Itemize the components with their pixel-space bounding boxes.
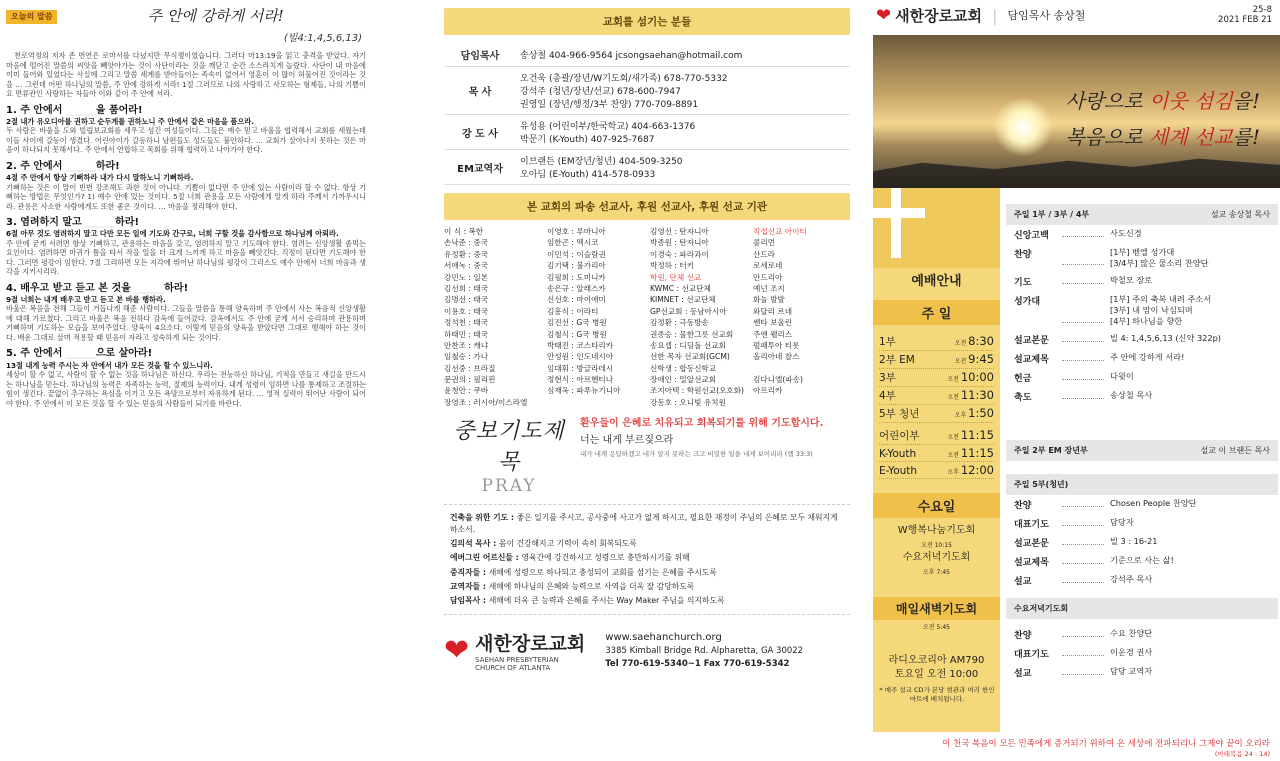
prayer-headline: 환우들이 은혜로 치유되고 회복되기를 위해 기도합시다. [580,418,824,430]
missionary-item: 김정환 : 극동방송 [650,318,709,328]
sermon-section-verse: 2절 내가 유오디아를 권하고 순두게를 권하노니 주 안에서 같은 마음을 품으라. [6,116,254,126]
prayer-verse: 너는 내게 부르짖으라 [580,435,674,447]
sermon-sections [6,104,366,408]
missionary-item: 조지아텍 : 학원선교(오호화) [650,386,745,396]
pastor-name: 담임목사 송상철 [1007,9,1086,22]
worship-panel [868,0,1280,761]
order-value: 송상철 목사 [1110,390,1153,401]
cd-note: * 매주 설교 CD가 본당 현관과 여러 한인 마트에 배치됩니다. [879,686,995,704]
service-time: 오전 10:00 [947,370,994,384]
sermon-section-verse: 4절 주 안에서 항상 기뻐하라 내가 다시 말하노니 기뻐하라. [6,173,194,183]
order-value: 강석주 목사 [1110,574,1153,584]
missionary-item: 박종원 : 탄자니아 [650,238,709,248]
missionary-item: 이경숙 : 파라과이 [650,249,709,259]
missionary-item: 윤청안 : 쿠바 [444,386,489,396]
missionary-item: 임철승 : 가나 [444,352,489,362]
missionary-item: 직접선교 아이티 [753,227,807,236]
wednesday-line: 오전 10:15 [921,541,952,549]
issue-date: 25-8 2021 FEB 21 [1218,4,1272,25]
staff-row [444,67,850,115]
church-logo: ❤ 새한장로교회 SAEHAN PRESBYTERIAN CHURCH OF ATLANTA [444,632,586,673]
sermon-title: 주 안에 강하게 서라! [147,7,284,26]
missionary-item: 박태진 : 코스타리카 [547,340,614,350]
order-value: 주 안에 강하게 서라! [1110,352,1185,363]
order-item [1006,625,1278,644]
hero-slogan-2: 복음으로 세계 선교를! [1065,125,1260,149]
prayer-item: 에버그린 어르신들 : 영육간에 강건하시고 성령으로 충만하시기를 위해 [450,553,690,563]
missionary-item [753,363,850,374]
sermon-intro: 천로역정의 저자 존 번연은 로마서를 다녔지만 무식쟁이였습니다. 그러다 마13:19을 읽고 충격을 받았다. 자기 마음에 떨어진 말씀의 씨앗을 빼앗아가는 것이 사단이라는 것을 깨닫고 순간 소스라치게 놀랐다. 사단이 내 마음에 이미 들어와 있었다는 사실에 그리고 말씀 세계를 받아들이는 족속이 없어서 영혼이 이 많이 허물어진 것이라는 것을 … 그런데 어떤 하나님의 말씀, 주 안에 강하게 서라! 1절 그러므로 나의 사랑하고 사모하는 형제들, 나의 기쁨이요 면류관인 사랑하는 자들아 이와 같이 주 안에 서라. [6,51,366,99]
missionary-item: 장애인 : 밀알선교회 [650,375,717,385]
missionary-item: 강동호 : 오니빛 유치원 [650,397,726,407]
missionary-column [753,226,850,408]
order-item [1006,291,1278,330]
service-name: 5부 청년 [879,408,920,420]
order-key: 찬양 [1014,250,1032,260]
order-value: [1부] 벧엘 성가대 [3/4부] 많은 물소리 찬양단 [1110,247,1209,269]
sermon-section-heading: 5. 주 안에서 ______으로 살아라! [6,348,153,360]
prayer-verse-small: 내가 네게 응답하겠고 네가 알지 못하는 크고 비밀한 일을 네게 보이리라 (렘 33:3) [580,450,813,459]
prayer-item: 중직자들 : 새해에 성령으로 하나되고 충성되이 교회를 섬기는 은혜를 주시도록 [450,567,717,577]
missionary-item: 신선호 : 마이애미 [547,295,606,305]
missionary-item: GP선교회 : 동남아시아 [650,306,727,316]
order-item [1006,387,1278,406]
order-key: 설교본문 [1014,539,1049,549]
sermon-panel [0,0,372,761]
order-key: 기도 [1014,278,1032,289]
service-list [879,333,994,479]
prayer-item: 건축을 위한 기도 : 좋은 일기를 주시고, 공사중에 사고가 없게 하시고, 필요한 재정이 주님의 은혜로 모두 채워지게 하소서. [450,513,838,535]
missionary-item: 송은규 : 알래스카 [547,283,606,293]
missionary-item: 아프리카 [753,386,783,396]
service-row [879,333,994,351]
missionary-item: 김필희 : 도미니카 [547,272,606,282]
missionary-item: KWMC : 선교단체 [650,283,711,293]
order-value: [1부] 주의 축복 내려 주소서 [3부] 내 맘이 낙심되며 [4부] 하나님을 향한 [1110,294,1212,327]
missionary-item: 예넌 조지 [753,283,785,293]
service-row [879,427,994,445]
order-key: 헌금 [1014,374,1032,385]
order-key: 찬양 [1014,631,1032,641]
order-key: 설교본문 [1014,336,1049,347]
service-time: 오전 9:45 [954,352,994,366]
missionary-item: 강민노 : 일본 [444,272,489,282]
missionary-item: 선한 목자 선교회(GCM) [650,352,730,362]
church-url[interactable]: www.saehanchurch.org [605,631,722,643]
missionary-item: 김철식 : G국 병원 [547,329,607,339]
order-item [1006,368,1278,387]
sermon-section-heading: 2. 주 안에서 ______하라! [6,160,120,172]
order-key: 성가대 [1014,297,1041,308]
sermon-section-body: 기뻐하는 것은 이 말이 빈번 강조해도 과한 것이 아니다. 기쁨이 없다면 주 안에 있는 사람이라 할 수 없다. 항상 기뻐하는 방법은 무엇인가? 1) 예수 안에 있는 것이다. 5절 너희 관용을 모든 사람에게 알게 하라 주께서 가까우시니라. 관용은 사소한 사람에게도 또한 좋은 것이다. … 마음을 정리해야 한다. [6,182,366,211]
sermon-section-verse: 13절 내게 능력 주시는 자 안에서 내가 모든 것을 할 수 있느니라. [6,360,213,370]
missionary-item: 산드라 [753,249,776,259]
bottom-verse: 이 천국 복음이 모든 민족에게 증거되기 위하여 온 세상에 전파되리니 그제야 끝이 오리라 (마태복음 24 : 14) [941,739,1270,758]
sermon-section-verse: 6절 아무 것도 염려하지 말고 다만 모든 일에 기도와 간구로, 너희 구할 것을 감사함으로 하나님께 아뢰라. [6,229,339,239]
missionary-column [547,226,644,408]
order-value: 빌 4: 1,4,5,6,13 (신약 322p) [1110,333,1221,344]
order-key: 설교 [1014,669,1032,679]
staff-detail: 송상철 404-966-9564 jcsongsaehan@hotmail.com [516,43,850,67]
order-item [1006,495,1278,514]
worship-schedule: 예배안내 주 일 1부 오전 8:30 2부 EM 오전 9:45 3부 오전 10:00 4부 오전 11:30 5부 청년 오후 1:50 어린이부 오전 11:15 K-Youth 오전 11:15 E-Youth 오후 12:00 수요일 W행복나눔기도회 오전 10:15 수요저녁기도회 오후 7:45 매일새벽기도회 오전 5:45 라디오코리아 AM790 토요일 오전 10:00 * 매주 설교 CD가 본당 현관과 여러 한인 마트에 배치됩니다. [873,188,1000,732]
wed-evening-order: 수요저녁기도회 찬양 수요 찬양단 대표기도 이운경 권사 설교 담당 교역자 [1006,598,1278,682]
prayer-section [444,414,850,496]
service-name: 2부 EM [879,354,915,366]
missionary-item: 안찬조 : 캐냐 [444,340,489,350]
wednesday-line: W행복나눔기도회 [897,525,976,536]
order-value: 다윗이 [1110,371,1134,382]
missionary-item: 김영선 : 탄자니아 [650,227,709,236]
order-item [1006,644,1278,663]
missionary-item: 박정하 : 터키 [650,261,695,271]
order-item [1006,349,1278,368]
sunday-label: 주 일 [873,300,1000,325]
staff-role: EM교역자 [444,150,516,185]
prayer-item: 교역자들 : 새해에 하나님의 은혜와 능력으로 사역을 더욱 잘 감당하도록 [450,581,695,591]
staff-row [444,150,850,185]
schedule-title: 예배안내 [911,274,962,289]
missionary-header: 본 교회의 파송 선교사, 후원 선교사, 후원 선교 기관 [444,193,850,220]
service-name: 3부 [879,372,896,384]
missionary-item: 정석천 : 태국 [444,318,489,328]
missionary-item: 정현식 : 아르헨티나 [547,375,614,385]
church-name: 새한장로교회 [895,6,983,25]
order-key: 대표기도 [1014,520,1049,530]
service-row [879,351,994,369]
wednesday-line: 오후 7:45 [923,568,950,576]
missionary-item: 올리아네 찰스 [753,352,800,362]
missionary-column [650,226,747,408]
em-service-order: 주일 2부 EM 장년부 설교 이 브랜든 목사 [1006,440,1278,461]
staff-table [444,43,850,185]
heart-logo-icon: ❤ [876,4,892,26]
service-time: 오전 11:15 [947,428,994,442]
missionary-item: 이영호 : 루마니아 [547,227,606,236]
order-key: 대표기도 [1014,650,1049,660]
order-key: 설교 [1014,577,1032,587]
service-time: 오후 12:00 [947,463,994,477]
missionary-item: 임대휘 : 방글라데시 [547,363,614,373]
order-item [1006,225,1278,244]
service-row [879,462,994,479]
missionary-item: 로세로네 [753,261,783,271]
wednesday-label: 수요일 [873,493,1000,518]
church-footer [444,629,850,673]
missionary-item: 이 식 : 복한 [444,227,484,236]
sunday-main-order: 주일 1부 / 3부 / 4부 설교 송상철 목사 신앙고백 사도신경 찬양 [1부] 벧엘 성가대 [3/4부] 많은 물소리 찬양단 기도 박철모 장로 성가대 [1부] 주의 축복 내려 주소서 [3부] 내 맘이 낙심되며 [4부] 하나님을 향한 설교본문 빌 4: 1,4,5,6,13 (신약 322p) 설교제목 주 안에 강하게 서라! 헌금 다윗이 축도 송상철 목사 [1006,204,1278,406]
missionary-item: 김명선 : 태국 [444,295,489,305]
service-row [879,445,994,462]
order-item [1006,552,1278,571]
missionary-item: 안성원 : 인도네시아 [547,352,614,362]
missionary-item: 송요셉 : 디딤돌 선교회 [650,340,726,350]
heart-logo-icon: ❤ [444,633,470,669]
sermon-section-body: 주 안에 굳게 서려면 항상 기뻐하고, 관용하는 마음을 갖고, 염려하지 말고 기도해야 한다. 염려는 신앙생활 좀먹는 요인이다. 염려하면 마귀가 틈을 타서 작을 일을 더 크게 느끼게 하고 마음을 빼앗긴다. 걱정이 된다면 기도해야 한다. 그러면 평강이 임한다. 7절 그리하면 모든 지각에 뛰어난 하나님의 평강이 그리스도 예수 안에서 너희 마음과 생각을 지키시리라. [6,238,366,277]
youth-service-order: 주일 5부(청년) 찬양 Chosen People 찬양단 대표기도 담당자 설교본문 빌 3 : 16-21 설교제목 기준으로 사는 삶! 설교 강석주 목사 [1006,474,1278,590]
prayer-list [444,504,850,615]
missionary-item: 유정환 : 중국 [444,249,489,259]
missionary-item: 콜리먼 [753,238,776,248]
sermon-section-verse: 9절 너희는 내게 배우고 받고 듣고 본 바를 행하라. [6,294,166,304]
hero-slogan-1: 사랑으로 이웃 섬김을! [1065,89,1260,113]
missionary-item: 하태민 : 태국 [444,329,489,339]
service-time: 오전 11:15 [947,446,994,460]
missionary-item: 학원, 단체 선교 [650,272,702,282]
prayer-item: 담임목사 : 새해에 더욱 큰 능력과 은혜를 주시는 Way Maker 주님을 의지하도록 [450,595,725,605]
sermon-section-body: 세상이 할 수 없고, 사람이 할 수 없는 것을 하나님은 하신다. 우리는 전능하신 하나님, 기적을 만들고 새길을 만드시는 하나님을 믿는다. 하나님의 능력은 자족하는 능력, 절제의 능력이다. 내게 성령이 임하면 나를 통제하고 조절하는 힘이 생긴다. 끝없이 추구하는 욕심을 이기고 모든 욕망으로부터 자유하게 된다. … 영적 실력이 뛰어난 사람이 되어야 한다. 주 안에서 이 모든 것을 할 수 있는 믿음의 사람들이 되기를 바란다. [6,370,366,408]
service-row [879,405,994,423]
staff-detail: 이브랜든 (EM장년/청년) 404-509-3250 오아딤 (E-Youth) 414-578-0933 [516,150,850,185]
order-item [1006,514,1278,533]
order-value: 사도신경 [1110,228,1142,238]
missionary-item: 이민석 : 이슬람권 [547,249,606,259]
prayer-title: 중보기도제목 PRAY [453,419,565,497]
missionary-item: 권종승 : 물한그릇 선교회 [650,329,734,339]
missionary-item: 김선중 : 브라질 [444,363,496,373]
order-item [1006,533,1278,552]
missionary-item: 김기택 : 불가리아 [547,261,606,271]
missionary-item: 문권의 : 필리핀 [444,375,496,385]
sermon-section-body: 바울은 복음을 전해 그들이 거듭나게 해준 사람이다. 그들을 말씀을 통해 양육하며 주 안에서 사는 복음적 신앙생활에 대해 가르쳤다. 그리고 바울은 복음 전하다 감옥에 들어갔다. 감옥에서도 주 안에 굳게 서서 승리하며 관용하며 기뻐하며 기도하는 모습을 보여주었다. 양육이 4요소다. 이렇게 믿음의 양육을 받았다면 그대로 행해야 하는 것이다. 배운 그대로 살며 적용할 때 믿음이 자라고 성숙하게 되는 것이다. [6,304,366,342]
hero-image [873,35,1280,188]
missionary-item: 손낙준 : 중국 [444,238,489,248]
missionary-item: 김진선 : G국 병원 [547,318,607,328]
order-value: 기준으로 사는 삶! [1110,555,1174,565]
missionary-item: 임한곤 : 멕시코 [547,238,599,248]
missionary-item: 김선희 : 태국 [444,283,489,293]
cross-icon [873,188,1000,268]
order-key: 축도 [1014,393,1032,404]
order-key: 신앙고백 [1014,231,1049,241]
staff-detail: 오건욱 (총괄/장년/W기도회/새가족) 678-770-5332 강석주 (청년/장년/선교) 678-600-7947 권영일 (장년/행정/3부 찬양) 770-709-8891 [516,67,850,115]
order-value: 박철모 장로 [1110,275,1153,286]
missionary-item: 김다니엘(파송) [753,375,803,385]
staff-role: 강 도 사 [444,115,516,150]
order-value: 수요 찬양단 [1110,628,1153,638]
radio-info: 라디오코리아 AM790 토요일 오전 10:00 [888,655,985,680]
prayer-item: 김의석 목사 : 몸이 건강해지고 기력이 속히 회복되도록 [450,539,637,549]
wednesday-services [873,524,1000,578]
service-time: 오전 8:30 [954,334,994,348]
missionary-item: 신학생 : 합동신학교 [650,363,717,373]
missionary-item: 화놀 발발 [753,295,785,305]
service-name: 4부 [879,390,896,402]
staff-row [444,43,850,67]
missionary-item: 펄패투아 티롯 [753,340,800,350]
staff-role: 담임목사 [444,43,516,67]
sermon-section-heading: 4. 배우고 받고 듣고 본 것을 ______하라! [6,282,189,294]
dawn-prayer-label: 매일새벽기도회 [873,597,1000,620]
missionary-item: 쎈타 보울린 [753,318,793,328]
order-key: 찬양 [1014,501,1032,511]
order-item [1006,571,1278,590]
missionary-column [444,226,541,408]
staff-detail: 유성용 (어린이부/한국학교) 404-663-1376 박문기 (K-Youth) 407-925-7687 [516,115,850,150]
staff-row [444,115,850,150]
service-time: 오전 11:30 [947,388,994,402]
today-word-tag: 오늘의 말씀 [6,10,57,25]
order-value: 담당자 [1110,517,1134,527]
service-name: 어린이부 [879,430,920,442]
missionary-item: 장영조 : 러시아/이스라엘 [444,397,528,407]
missionary-list [444,226,850,408]
sermon-reference: (빌4:1,4,5,6,13) [283,33,362,44]
service-time: 오후 1:50 [954,406,994,420]
missionary-item: 와달리 르네 [753,306,793,316]
wednesday-line: 수요저녁기도회 [902,552,971,563]
order-value: 이운경 권사 [1110,647,1153,657]
church-info-panel [432,0,862,761]
missionary-item: 안드리아 [753,272,783,282]
sun-graphic [993,97,1053,157]
order-item [1006,663,1278,682]
staff-role: 목 사 [444,67,516,115]
church-address: www.saehanchurch.org 3385 Kimball Bridge Rd. Alpharetta, GA 30022 Tel 770-619-5340~1 Fax 770-619-5342 [605,631,804,670]
sermon-section-heading: 1. 주 안에서 ______을 품어라! [6,104,143,116]
order-key: 설교제목 [1014,355,1049,366]
order-item [1006,330,1278,349]
order-item [1006,244,1278,272]
bulletin-header: ❤ 새한장로교회 | 담임목사 송상철 25-8 2021 FEB 21 [876,4,1272,26]
missionary-item: 김흥식 : 이라티 [547,306,599,316]
missionary-item: KIMNET : 선교단체 [650,295,716,305]
missionary-item: 심재옥 : 파푸뉴기니아 [547,386,621,396]
order-key: 설교제목 [1014,558,1049,568]
service-name: K-Youth [879,448,917,460]
sermon-section-heading: 3. 염려하지 말고 ______하라! [6,217,140,229]
sermon-header [6,6,366,28]
staff-header: 교회를 섬기는 분들 [444,8,850,35]
order-value: Chosen People 찬양단 [1110,498,1197,508]
service-name: 1부 [879,336,896,348]
missionary-item: 주앤 웰리스 [753,329,793,339]
order-item [1006,272,1278,291]
order-value: 빌 3 : 16-21 [1110,536,1158,546]
service-row [879,369,994,387]
sermon-section-body: 두 사람은 바울을 도와 빌립보교회를 세우고 섬긴 여성들이다. 그들은 예수 믿고 바울을 협력해서 교회를 세웠는데 이들 사이에 갈등이 생겼다. 어린아이가 갈등하니 남편들도 성도들도 불안하다. … 교회가 살아나지 못하는 것은 마음이 하나되지 못해서다. 주 안에서 연합하고 목회를 위해 협력하고 나아가야 한다. [6,126,366,155]
service-name: E-Youth [879,465,918,477]
missionary-item: 서애녹 : 중국 [444,261,489,271]
service-row [879,387,994,405]
order-value: 담당 교역자 [1110,666,1153,676]
missionary-item: 이용호 : 태국 [444,306,489,316]
